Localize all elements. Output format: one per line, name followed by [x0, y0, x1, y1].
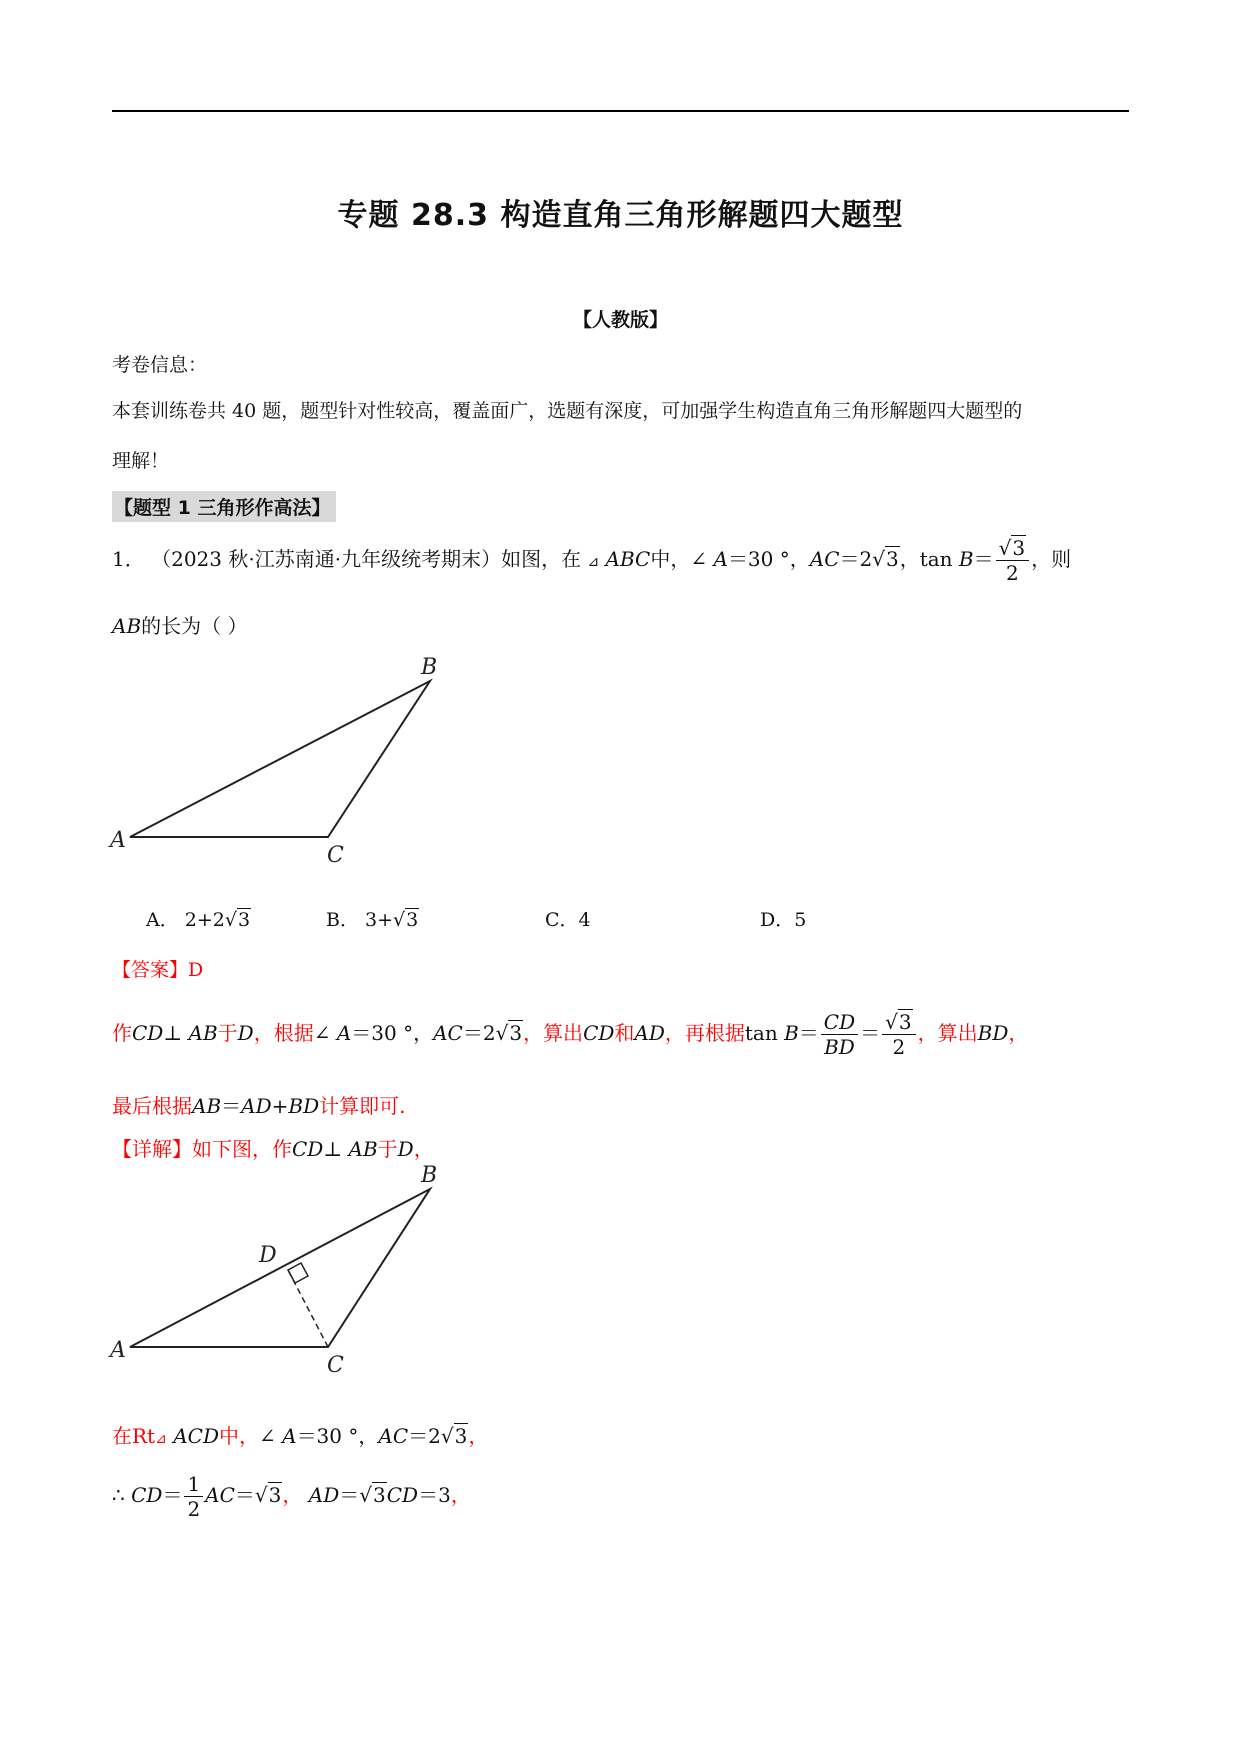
header-rule	[112, 110, 1129, 112]
math-a: A	[713, 547, 728, 571]
math-eq2: ＝2	[839, 547, 873, 571]
label-a: A	[110, 1338, 126, 1363]
answer-label: 【答案】D	[112, 959, 204, 981]
edition-label: 【人教版】	[572, 309, 668, 331]
math-eq: ＝	[973, 547, 994, 571]
question-number: 1．	[112, 547, 145, 571]
info-label: 考卷信息：	[112, 354, 208, 376]
answer-line-2: 最后根据AB＝AD+BD计算即可.	[112, 1094, 406, 1118]
detail-line-1: 【详解】如下图，作CD⊥ AB于D，	[112, 1137, 434, 1161]
question-source: （2023 秋·江苏南通·九年级统考期末）如图，在	[151, 547, 582, 571]
option-c[interactable]: C．4	[545, 909, 591, 931]
intro-line-1: 本套训练卷共 40 题，题型针对性较高，覆盖面广，选题有深度，可加强学生构造直角三角形解题四大题型的	[112, 400, 1023, 422]
option-b[interactable]: B． 3+√3	[326, 909, 419, 931]
page-title: 专题 28.3 构造直角三角形解题四大题型	[337, 198, 904, 233]
answer-line-1: 作CD⊥ AB于D，根据∠ A＝30 °，AC＝2√3，算出CD和AD，再根据tan B＝ $\frac{CD}{BD}$ ＝ $\frac{√3}{2}$ ，算出BD，	[112, 1010, 1029, 1059]
section-heading: 【题型 1 三角形作高法】	[112, 491, 336, 522]
text-comma: ，	[899, 547, 920, 571]
math-b: B	[958, 547, 974, 571]
text-then: ，则	[1031, 547, 1072, 571]
option-d[interactable]: D．5	[760, 909, 807, 931]
label-c: C	[327, 1353, 344, 1378]
intro-line-2: 理解！	[112, 450, 170, 472]
sqrt-3: √3	[872, 547, 899, 571]
detail-line-2: 在Rt⊿ ACD中，∠ A＝30 °，AC＝2√3，	[112, 1424, 489, 1448]
label-d: D	[259, 1243, 277, 1268]
math-eq30: ＝30 °，	[727, 547, 810, 571]
fraction-sqrt3-over-2: $\frac{√3}{2}$	[996, 536, 1029, 585]
fraction-sqrt3-over-2-answer: $\frac{√3}{2}$	[882, 1010, 915, 1059]
question-1-line-1	[112, 536, 1142, 585]
fraction-cd-over-bd: $\frac{CD}{BD}$	[821, 1010, 858, 1059]
question-ask: 的长为（ ）	[141, 614, 248, 638]
label-a: A	[110, 828, 126, 853]
text-mid: 中，	[650, 547, 691, 571]
label-b: B	[421, 1163, 438, 1188]
math-ac: AC	[809, 547, 840, 571]
math-ab: AB	[112, 614, 142, 638]
label-b: B	[421, 655, 438, 680]
math-abc: ABC	[605, 547, 651, 571]
option-a[interactable]: A． 2+2√3	[146, 909, 251, 931]
detail-line-3: ∴ CD＝ $\frac{1}{2}$ AC＝√3， AD＝√3CD＝3，	[112, 1472, 471, 1521]
angle-symbol: ∠	[690, 547, 708, 571]
math-tan: tan	[919, 547, 953, 571]
triangle-figure-2	[100, 1160, 480, 1380]
triangle-symbol: ⊿	[587, 554, 600, 570]
question-1-line-2	[112, 610, 248, 639]
label-c: C	[327, 843, 344, 868]
fraction-1-over-2: $\frac{1}{2}$	[184, 1472, 203, 1521]
triangle-figure-1	[100, 650, 480, 870]
right-angle-marker	[288, 1263, 308, 1283]
